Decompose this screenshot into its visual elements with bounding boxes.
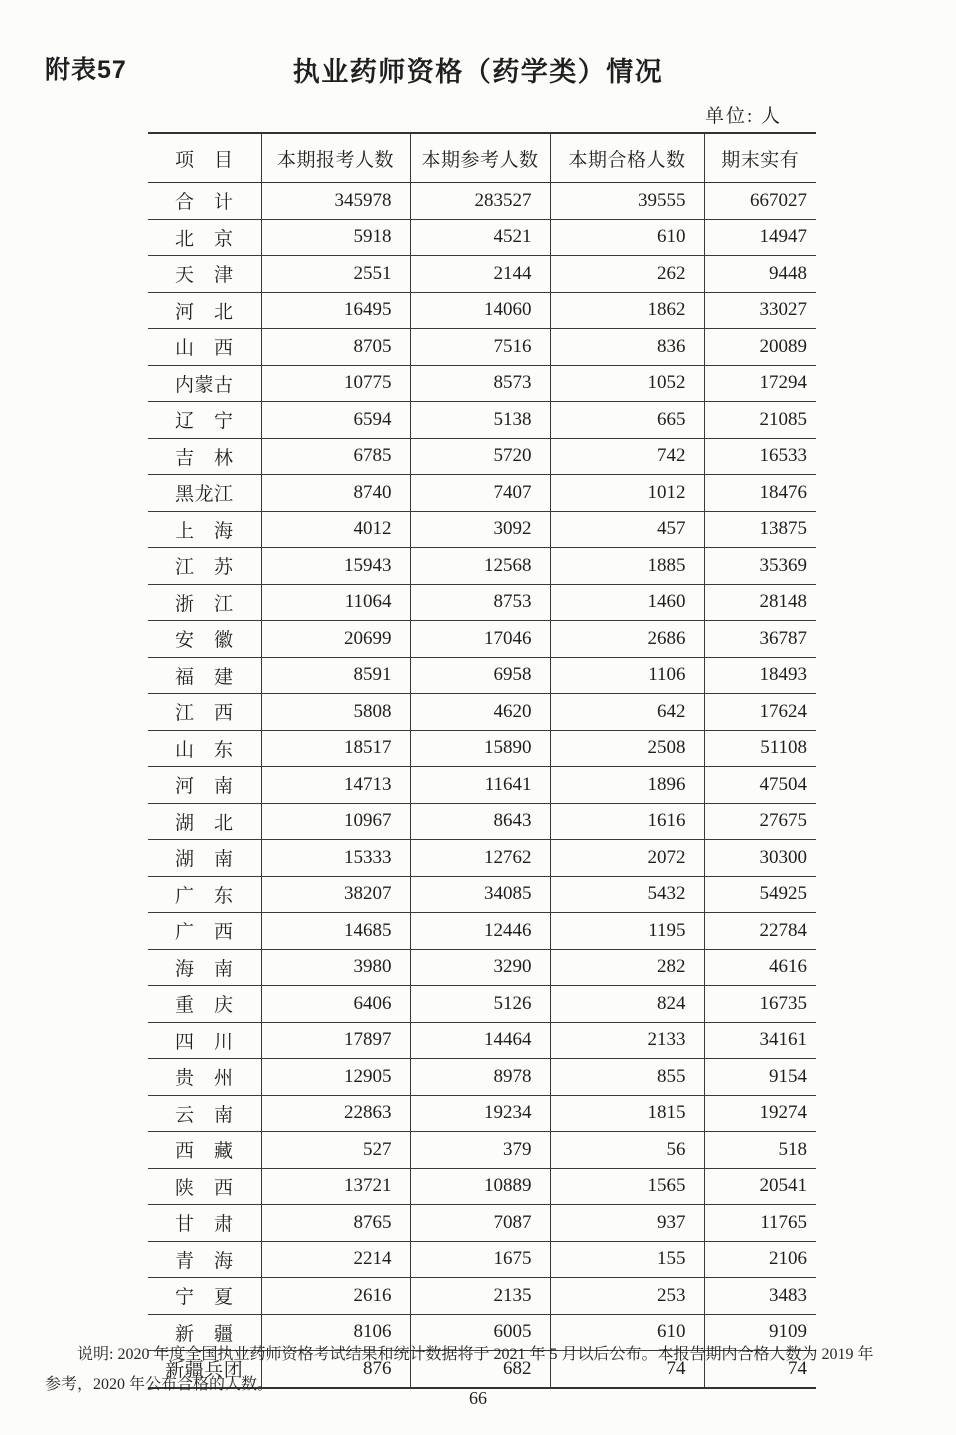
cell-value: 5126 [410,986,550,1023]
cell-value: 9448 [704,256,816,293]
row-label: 新 疆 [148,1314,261,1351]
cell-value: 17897 [261,1022,410,1059]
stats-table [148,132,816,1389]
table-row [148,365,816,402]
cell-value: 682 [410,1351,550,1388]
row-label: 海 南 [148,949,261,986]
cell-value: 20089 [704,329,816,366]
cell-value: 14947 [704,219,816,256]
cell-value: 1862 [550,292,704,329]
row-label: 宁 夏 [148,1278,261,1315]
table-row [148,511,816,548]
footnote-line-1: 说明: 2020 年度全国执业药师资格考试结果和统计数据将于 2021 年 5 月以后公布。本报告期内合格人数为 2019 年 [77,1346,874,1363]
cell-value: 3290 [410,949,550,986]
row-label: 山 西 [148,329,261,366]
table-row [148,913,816,950]
cell-value: 8106 [261,1314,410,1351]
cell-value: 3092 [410,511,550,548]
cell-value: 11064 [261,584,410,621]
cell-value: 10967 [261,803,410,840]
cell-value: 51108 [704,730,816,767]
cell-value: 836 [550,329,704,366]
table-row [148,730,816,767]
cell-value: 13721 [261,1168,410,1205]
cell-value: 6005 [410,1314,550,1351]
table-row [148,949,816,986]
table-number-label: 附表57 [45,56,127,84]
cell-value: 8753 [410,584,550,621]
row-label: 内蒙古 [148,365,261,402]
table-row [148,840,816,877]
cell-value: 2144 [410,256,550,293]
cell-value: 1460 [550,584,704,621]
cell-value: 345978 [261,183,410,220]
header-cell-examinees: 本期参考人数 [410,133,550,183]
row-label: 广 东 [148,876,261,913]
cell-value: 283527 [410,183,550,220]
cell-value: 20699 [261,621,410,658]
row-label: 吉 林 [148,438,261,475]
table-row [148,438,816,475]
cell-value: 610 [550,1314,704,1351]
cell-value: 7407 [410,475,550,512]
cell-value: 824 [550,986,704,1023]
row-label: 陕 西 [148,1168,261,1205]
cell-value: 15943 [261,548,410,585]
cell-value: 19234 [410,1095,550,1132]
table-row [148,584,816,621]
cell-value: 16533 [704,438,816,475]
cell-value: 11641 [410,767,550,804]
cell-value: 5808 [261,694,410,731]
cell-value: 2214 [261,1241,410,1278]
cell-value: 1195 [550,913,704,950]
table-row [148,1022,816,1059]
cell-value: 11765 [704,1205,816,1242]
cell-value: 13875 [704,511,816,548]
footnote-line-2: 参考，2020 年公布合格的人数。 [45,1375,274,1393]
cell-value: 2616 [261,1278,410,1315]
row-label: 贵 州 [148,1059,261,1096]
cell-value: 47504 [704,767,816,804]
cell-value: 6958 [410,657,550,694]
table-row [148,1168,816,1205]
cell-value: 9109 [704,1314,816,1351]
row-label: 江 西 [148,694,261,731]
cell-value: 34085 [410,876,550,913]
cell-value: 54925 [704,876,816,913]
row-label: 浙 江 [148,584,261,621]
cell-value: 4616 [704,949,816,986]
cell-value: 27675 [704,803,816,840]
cell-value: 20541 [704,1168,816,1205]
table-row [148,219,816,256]
cell-value: 14464 [410,1022,550,1059]
cell-value: 8643 [410,803,550,840]
table-row [148,621,816,658]
cell-value: 1106 [550,657,704,694]
table-body [148,183,816,1388]
cell-value: 527 [261,1132,410,1169]
cell-value: 7516 [410,329,550,366]
row-label: 河 南 [148,767,261,804]
cell-value: 667027 [704,183,816,220]
cell-value: 2551 [261,256,410,293]
table-row [148,767,816,804]
cell-value: 39555 [550,183,704,220]
cell-value: 742 [550,438,704,475]
cell-value: 7087 [410,1205,550,1242]
row-label: 甘 肃 [148,1205,261,1242]
cell-value: 14713 [261,767,410,804]
cell-value: 2133 [550,1022,704,1059]
row-label: 青 海 [148,1241,261,1278]
header-cell-applicants: 本期报考人数 [261,133,410,183]
cell-value: 17046 [410,621,550,658]
row-label: 西 藏 [148,1132,261,1169]
cell-value: 18493 [704,657,816,694]
cell-value: 22863 [261,1095,410,1132]
cell-value: 15333 [261,840,410,877]
cell-value: 17294 [704,365,816,402]
cell-value: 12446 [410,913,550,950]
cell-value: 457 [550,511,704,548]
row-label: 黑龙江 [148,475,261,512]
cell-value: 18476 [704,475,816,512]
cell-value: 1815 [550,1095,704,1132]
table-row [148,1059,816,1096]
cell-value: 518 [704,1132,816,1169]
cell-value: 1896 [550,767,704,804]
table-row [148,329,816,366]
cell-value: 33027 [704,292,816,329]
page-title: 执业药师资格（药学类）情况 [292,57,664,87]
row-label: 辽 宁 [148,402,261,439]
table-row [148,402,816,439]
cell-value: 9154 [704,1059,816,1096]
cell-value: 610 [550,219,704,256]
cell-value: 16495 [261,292,410,329]
cell-value: 19274 [704,1095,816,1132]
cell-value: 8740 [261,475,410,512]
table-row [148,803,816,840]
cell-value: 8705 [261,329,410,366]
header-cell-total-held: 期末实有 [704,133,816,183]
cell-value: 1565 [550,1168,704,1205]
table-row [148,1241,816,1278]
cell-value: 5138 [410,402,550,439]
table-row [148,475,816,512]
cell-value: 8765 [261,1205,410,1242]
row-label: 重 庆 [148,986,261,1023]
cell-value: 5432 [550,876,704,913]
cell-value: 14060 [410,292,550,329]
row-label: 福 建 [148,657,261,694]
cell-value: 35369 [704,548,816,585]
row-label: 河 北 [148,292,261,329]
row-label: 湖 北 [148,803,261,840]
header-cell-passed: 本期合格人数 [550,133,704,183]
table-row [148,256,816,293]
cell-value: 1012 [550,475,704,512]
cell-value: 4620 [410,694,550,731]
cell-value: 2106 [704,1241,816,1278]
table-row [148,657,816,694]
cell-value: 34161 [704,1022,816,1059]
row-label: 山 东 [148,730,261,767]
row-label: 安 徽 [148,621,261,658]
row-label: 云 南 [148,1095,261,1132]
cell-value: 12568 [410,548,550,585]
page-number: 66 [469,1388,487,1408]
cell-value: 6785 [261,438,410,475]
cell-value: 10889 [410,1168,550,1205]
cell-value: 17624 [704,694,816,731]
table-header-row [148,133,816,183]
cell-value: 2072 [550,840,704,877]
header-cell-item: 项 目 [148,133,261,183]
cell-value: 8978 [410,1059,550,1096]
row-label: 四 川 [148,1022,261,1059]
cell-value: 12762 [410,840,550,877]
cell-value: 642 [550,694,704,731]
table-row [148,1278,816,1315]
cell-value: 38207 [261,876,410,913]
cell-value: 28148 [704,584,816,621]
cell-value: 74 [704,1351,816,1388]
cell-value: 22784 [704,913,816,950]
cell-value: 15890 [410,730,550,767]
document-header [0,50,956,86]
cell-value: 2508 [550,730,704,767]
cell-value: 1616 [550,803,704,840]
cell-value: 4521 [410,219,550,256]
row-label: 北 京 [148,219,261,256]
cell-value: 5918 [261,219,410,256]
cell-value: 2686 [550,621,704,658]
row-label: 合 计 [148,183,261,220]
cell-value: 6594 [261,402,410,439]
cell-value: 8591 [261,657,410,694]
cell-value: 74 [550,1351,704,1388]
cell-value: 855 [550,1059,704,1096]
cell-value: 21085 [704,402,816,439]
cell-value: 155 [550,1241,704,1278]
row-label: 广 西 [148,913,261,950]
table-row [148,292,816,329]
cell-value: 8573 [410,365,550,402]
cell-value: 282 [550,949,704,986]
cell-value: 3483 [704,1278,816,1315]
cell-value: 3980 [261,949,410,986]
table-row [148,548,816,585]
cell-value: 36787 [704,621,816,658]
unit-label: 单位: 人 [704,106,782,127]
cell-value: 1675 [410,1241,550,1278]
table-row [148,694,816,731]
cell-value: 5720 [410,438,550,475]
cell-value: 1885 [550,548,704,585]
table-row [148,1132,816,1169]
cell-value: 2135 [410,1278,550,1315]
cell-value: 253 [550,1278,704,1315]
table-row [148,1095,816,1132]
cell-value: 379 [410,1132,550,1169]
row-label: 江 苏 [148,548,261,585]
cell-value: 6406 [261,986,410,1023]
cell-value: 262 [550,256,704,293]
row-label: 新疆兵团 [165,1360,244,1382]
table-row [148,986,816,1023]
row-label: 上 海 [148,511,261,548]
cell-value: 937 [550,1205,704,1242]
cell-value: 876 [261,1351,410,1388]
cell-value: 4012 [261,511,410,548]
cell-value: 14685 [261,913,410,950]
cell-value: 30300 [704,840,816,877]
cell-value: 18517 [261,730,410,767]
cell-value: 56 [550,1132,704,1169]
cell-value: 10775 [261,365,410,402]
cell-value: 12905 [261,1059,410,1096]
row-label: 天 津 [148,256,261,293]
table-row [148,183,816,220]
table-row [148,876,816,913]
row-label: 湖 南 [148,840,261,877]
table-row [148,1205,816,1242]
cell-value: 665 [550,402,704,439]
cell-value: 16735 [704,986,816,1023]
cell-value: 1052 [550,365,704,402]
